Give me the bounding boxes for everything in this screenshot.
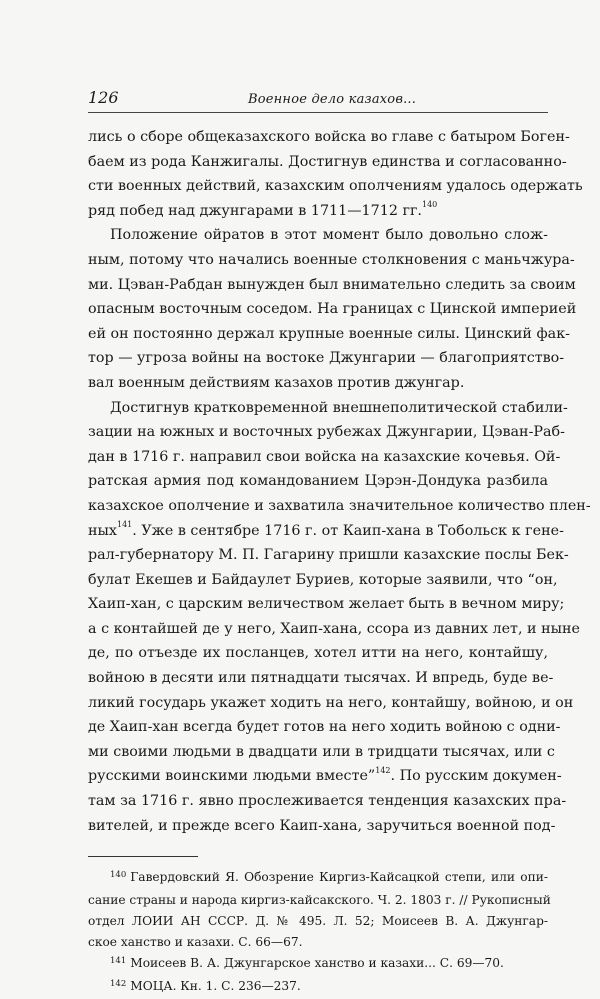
footnote-line: отдел ЛОИИ АН СССР. Д. № 495. Л. 52; Моисеев В. А. Джунгар-	[88, 914, 548, 929]
text-line: ей он постоянно держал крупные военные силы. Цинский фак-	[88, 325, 570, 342]
text-line: де, по отъезде их посланцев, хотел итти на него, контайшу,	[88, 645, 548, 662]
text-line-content: . По русским докумен-	[390, 768, 562, 785]
text-line: ным, потому что начались военные столкновения с маньчжура-	[88, 251, 575, 268]
footnote-number: 142	[110, 979, 127, 990]
text-line-content: русскими воинскими людьми вместе”	[88, 768, 376, 785]
footnote-ref-140: 140	[421, 200, 438, 210]
text-line: тор — угроза войны на востоке Джунгарии — благоприятство-	[88, 350, 565, 367]
paragraph-3	[88, 396, 591, 839]
text-line: вителей, и прежде всего Каип-хана, заручиться военной под-	[88, 817, 556, 834]
text-line: войною в десяти или пятнадцати тысячах. И впредь, буде ве-	[88, 670, 554, 687]
text-line: рал-губернатору М. П. Гагарину пришли казахские послы Бек-	[88, 547, 569, 564]
footnote-number: 140	[110, 870, 127, 881]
body-text	[88, 125, 591, 838]
text-line	[88, 519, 564, 544]
text-line: Достигнув кратковременной внешнеполитической стабили-	[110, 399, 568, 416]
footnotes	[88, 867, 551, 999]
text-line: баем из рода Канжигалы. Достигнув единства и согласованно-	[88, 153, 567, 170]
text-line: там за 1716 г. явно прослеживается тенденция казахских пра-	[88, 793, 567, 810]
text-line: зации на южных и восточных рубежах Джунгарии, Цэван-Раб-	[88, 424, 565, 441]
footnote-line	[88, 953, 548, 976]
text-line	[88, 199, 548, 224]
footnote-line	[88, 976, 548, 999]
paragraph-2	[88, 223, 577, 395]
text-line: а с контайшей де у него, Хаип-хана, ссора из давних лет, и ныне	[88, 620, 581, 637]
text-line: опасным восточным соседом. На границах с Цинской империей	[88, 301, 577, 318]
footnote-ref-141: 141	[116, 519, 133, 529]
text-line: ликий государь укажет ходить на него, контайшу, войною, и он	[88, 694, 574, 711]
text-line: лись о сборе общеказахского войска во главе с батыром Боген-	[88, 129, 570, 145]
paragraph-1	[88, 125, 583, 223]
footnote-number: 141	[110, 956, 127, 967]
footnote-text: Гавердовский Я. Обозрение Киргиз-Кайсацкой степи, или опи-	[130, 870, 548, 885]
running-head	[88, 86, 548, 113]
footnote-142	[88, 976, 548, 999]
footnote-divider	[88, 856, 198, 857]
text-line: сти военных действий, казахским ополчениям удалось одержать	[88, 178, 583, 195]
text-line: ми. Цэван-Рабдан вынужден был внимательно следить за своим	[88, 276, 576, 293]
text-line-content: ных	[88, 522, 117, 539]
footnote-line: сание страны и народа киргиз-кайсакского. Ч. 2. 1803 г. // Рукописный	[88, 893, 551, 908]
footnote-140	[88, 867, 551, 953]
text-line: ми своими людьми в двадцати или в тридцати тысячах, или с	[88, 743, 555, 760]
footnote-141	[88, 953, 548, 976]
footnote-line: ское ханство и казахи. С. 66—67.	[88, 935, 303, 950]
footnote-ref-142: 142	[375, 765, 391, 775]
running-title: Военное дело казахов...	[248, 92, 417, 107]
text-line: ратская армия под командованием Цэрэн-Дондука разбила	[88, 473, 548, 490]
text-line: Хаип-хан, с царским величеством желает быть в вечном миру;	[88, 596, 565, 613]
text-line: булат Екешев и Байдаулет Буриев, которые заявили, что “он,	[88, 571, 558, 588]
text-line: Положение ойратов в этот момент было довольно слож-	[110, 227, 548, 244]
text-line: де Хаип-хан всегда будет готов на него ходить войною с одни-	[88, 719, 561, 736]
book-page	[88, 86, 591, 999]
footnote-text: Моисеев В. А. Джунгарское ханство и казахи... С. 69—70.	[130, 956, 504, 971]
footnote-text: МОЦА. Кн. 1. С. 236—237.	[130, 979, 301, 994]
footnote-line	[88, 867, 548, 890]
text-line: дан в 1716 г. направил свои войска на казахские кочевья. Ой-	[88, 448, 561, 465]
text-line-content: ряд побед над джунгарами в 1711—1712 гг.	[88, 202, 422, 219]
page-number: 126	[88, 88, 119, 107]
text-line: вал военным действиям казахов против джунгар.	[88, 374, 465, 391]
text-line-content: . Уже в сентябре 1716 г. от Каип-хана в Тобольск к гене-	[132, 522, 564, 539]
text-line: казахское ополчение и захватила значительное количество плен-	[88, 497, 591, 514]
text-line	[88, 764, 562, 789]
